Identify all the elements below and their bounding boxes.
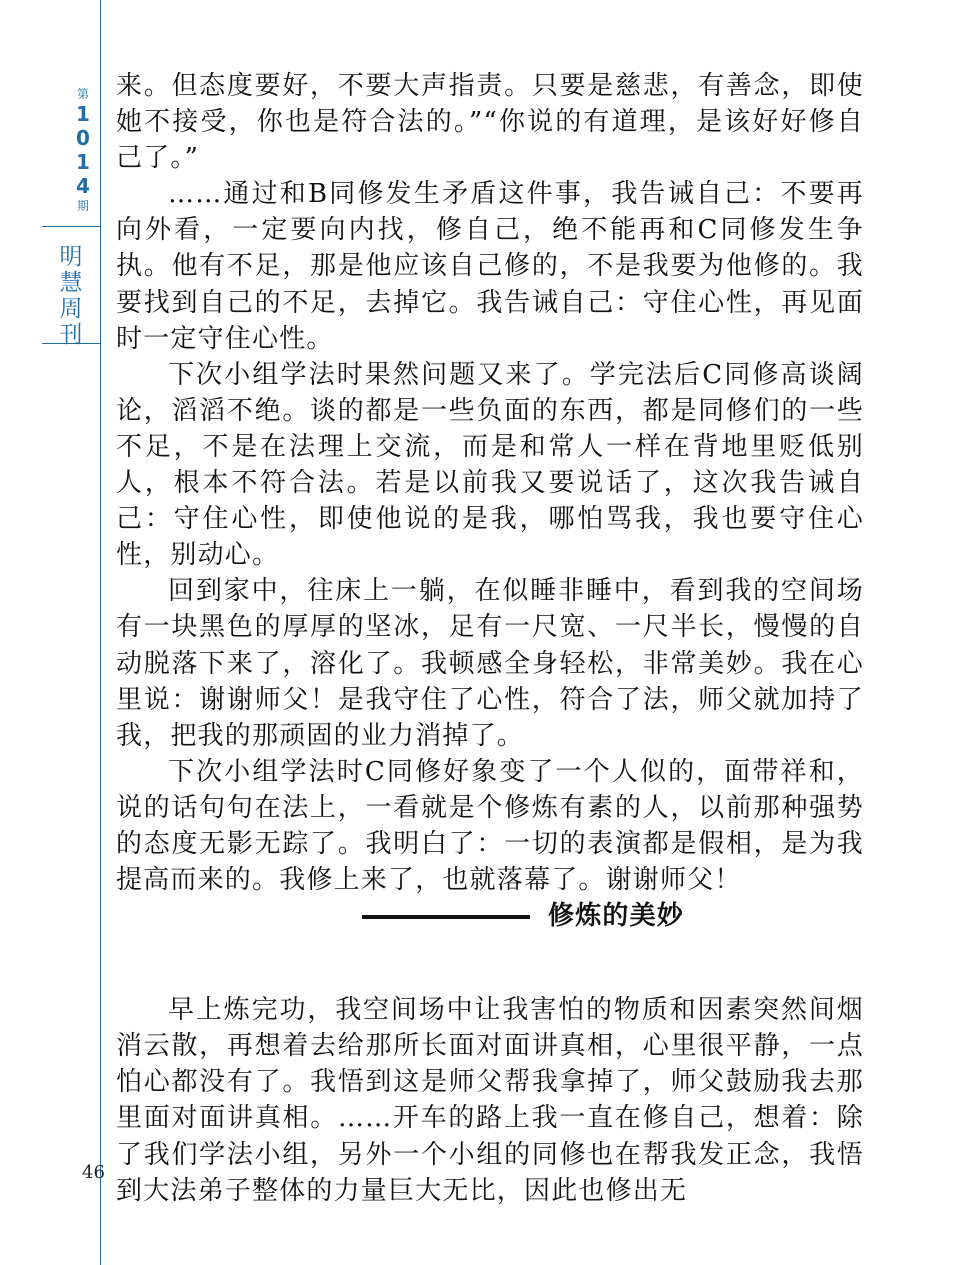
paragraph: 早上炼完功，我空间场中让我害怕的物质和因素突然间烟消云散，再想着去给那所长面对面讲真相，心里很平静，一点怕心都没有了。我悟到这是师父帮我拿掉了，师父鼓励我去那里面对面讲真相。……开车的路上我一直在修自己，想着：除了我们学法小组，另外一个小组的同修也在帮我发正念，我悟到大法弟子整体的力量巨大无比，因此也修出无 xyxy=(116,995,864,1206)
paragraph: ……通过和B同修发生矛盾这件事，我告诫自己：不要再向外看，一定要向内找，修自己，绝不能再和C同修发生争执。他有不足，那是他应该自己修的，不是我要为他修的。我要找到自己的不足，去掉它。我告诫自己：守住心性，再见面时一定守住心性。 xyxy=(116,179,864,354)
heading-dash xyxy=(362,915,530,919)
magazine-char: 明 xyxy=(59,244,83,270)
section-heading xyxy=(116,898,864,934)
paragraph: 下次小组学法时果然问题又来了。学完法后C同修高谈阔论，滔滔不绝。谈的都是一些负面的东西，都是同修们的一些不足，不是在法理上交流，而是和常人一样在背地里贬低别人，根本不符合法。若是以前我又要说话了，这次我告诫自己：守住心性，即使他说的是我，哪怕骂我，我也要守住心性，别动心。 xyxy=(116,359,864,571)
paragraph: 回到家中，往床上一躺，在似睡非睡中，看到我的空间场有一块黑色的厚厚的坚冰，足有一尺宽、一尺半长，慢慢的自动脱落下来了，溶化了。我顿感全身轻松，非常美妙。我在心里说：谢谢师父！是我守住了心性，符合了法，师父就加持了我，把我的那顽固的业力消掉了。 xyxy=(116,576,864,751)
issue-digit: 0 xyxy=(76,126,90,150)
issue-digit: 4 xyxy=(76,174,90,198)
issue-digit: 1 xyxy=(76,102,90,126)
page-number: 46 xyxy=(82,1162,105,1183)
magazine-char: 周 xyxy=(59,296,83,322)
section-gap xyxy=(116,934,864,992)
article-body xyxy=(116,68,864,1209)
issue-digit: 1 xyxy=(76,150,90,174)
magazine-char: 刊 xyxy=(59,322,83,348)
magazine-name xyxy=(42,230,100,348)
magazine-char: 慧 xyxy=(59,270,83,296)
issue-number xyxy=(66,86,100,214)
paragraph: 来。但态度要好，不要大声指责。只要是慈悲，有善念，即使她不接受，你也是符合法的。”“你说的有道理，是该好好修自己了。” xyxy=(116,71,864,174)
paragraph: 下次小组学法时C同修好象变了一个人似的，面带祥和，说的话句句在法上，一看就是个修炼有素的人，以前那种强势的态度无影无踪了。我明白了：一切的表演都是假相，是为我提高而来的。我修上来了，也就落幕了。谢谢师父！ xyxy=(116,756,864,896)
issue-suffix: 期 xyxy=(76,199,89,213)
section-title: 修炼的美妙 xyxy=(548,901,685,932)
issue-prefix: 第 xyxy=(76,87,89,101)
